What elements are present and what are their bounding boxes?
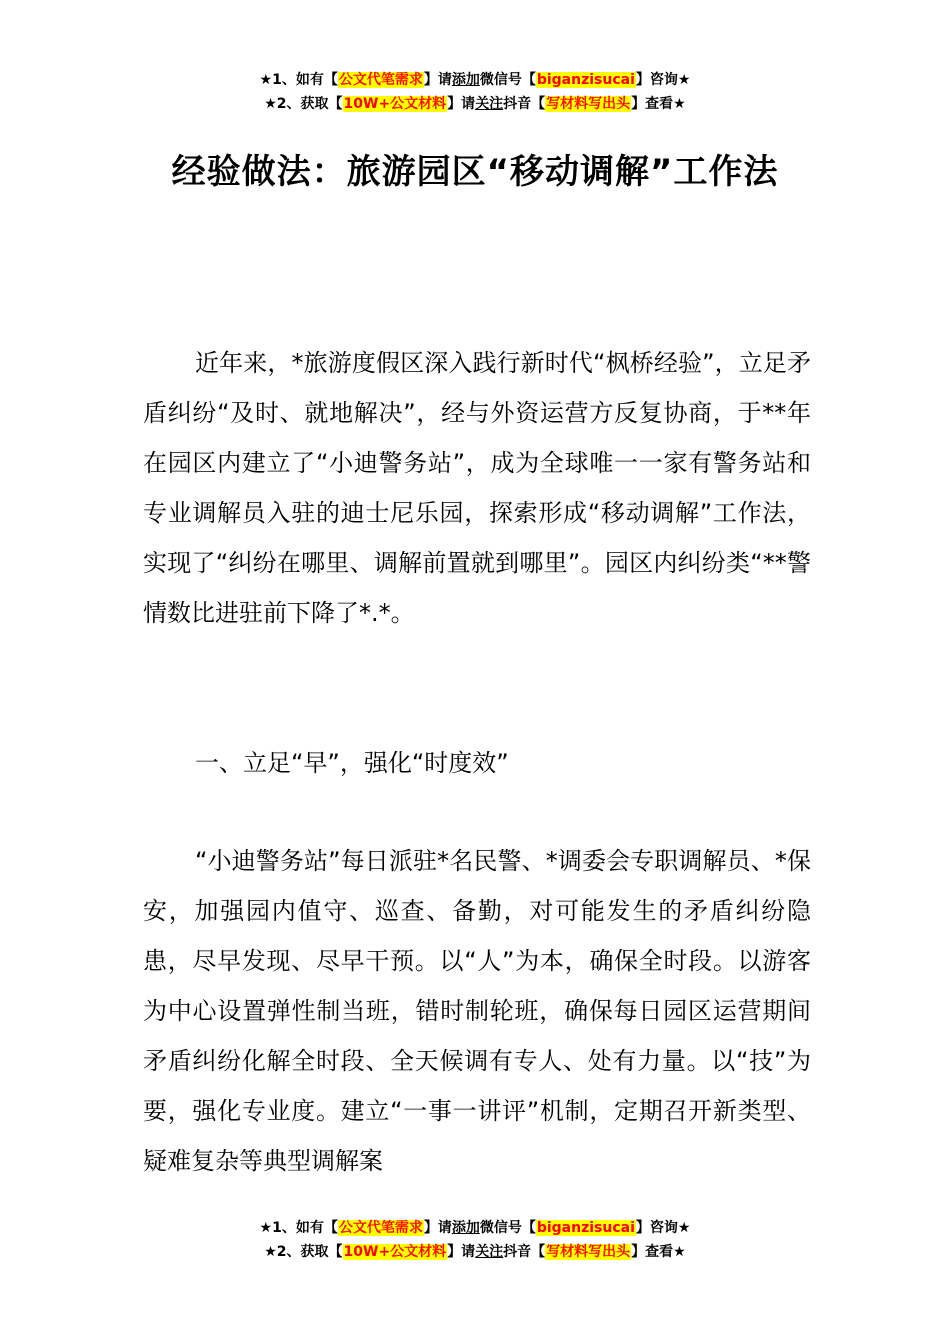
highlight-douyin-id: 写材料写出头 [546, 1244, 631, 1260]
document-title: 经验做法：旅游园区“移动调解”工作法 [171, 152, 779, 192]
footer-banner [0, 1216, 950, 1264]
highlight-douyin-id: 写材料写出头 [546, 96, 631, 112]
header-banner [0, 68, 950, 116]
highlight-wechat-id: biganzisucai [536, 1220, 635, 1236]
highlight-materials: 10W+公文材料 [343, 1244, 447, 1260]
banner-line-1: ★1、如有【公文代笔需求】请添加微信号【biganzisucai】咨询★ [259, 72, 691, 88]
banner-line-2: ★2、获取【10W+公文材料】请关注抖音【写材料写出头】查看★ [264, 96, 686, 112]
highlight-materials: 10W+公文材料 [343, 96, 447, 112]
banner-line-2: ★2、获取【10W+公文材料】请关注抖音【写材料写出头】查看★ [264, 1244, 686, 1260]
highlight-service: 公文代笔需求 [338, 72, 423, 88]
banner-line-1: ★1、如有【公文代笔需求】请添加微信号【biganzisucai】咨询★ [259, 1220, 691, 1236]
highlight-wechat-id: biganzisucai [536, 72, 635, 88]
section-heading-1: 一、立足“早”，强化“时度效” [195, 749, 509, 777]
paragraph-intro: 近年来，*旅游度假区深入践行新时代“枫桥经验”，立足矛盾纠纷“及时、就地解决”，经与外资运营方反复协商，于**年在园区内建立了“小迪警务站”，成为全球唯一一家有警务站和专业调解员入驻的迪士尼乐园，探索形成“移动调解”工作法，实现了“纠纷在哪里、调解前置就到哪里”。园区内纠纷类“**警情数比进驻前下降了*.*。 [143, 349, 811, 627]
paragraph-section-1: “小迪警务站”每日派驻*名民警、*调委会专职调解员、*保安，加强园内值守、巡查、备勤，对可能发生的矛盾纠纷隐患，尽早发现、尽早干预。以“人”为本，确保全时段。以游客为中心设置弹性制当班，错时制轮班，确保每日园区运营期间矛盾纠纷化解全时段、全天候调有专人、处有力量。以“技”为要，强化专业度。建立“一事一讲评”机制，定期召开新类型、疑难复杂等典型调解案 [143, 847, 811, 1175]
highlight-service: 公文代笔需求 [338, 1220, 423, 1236]
